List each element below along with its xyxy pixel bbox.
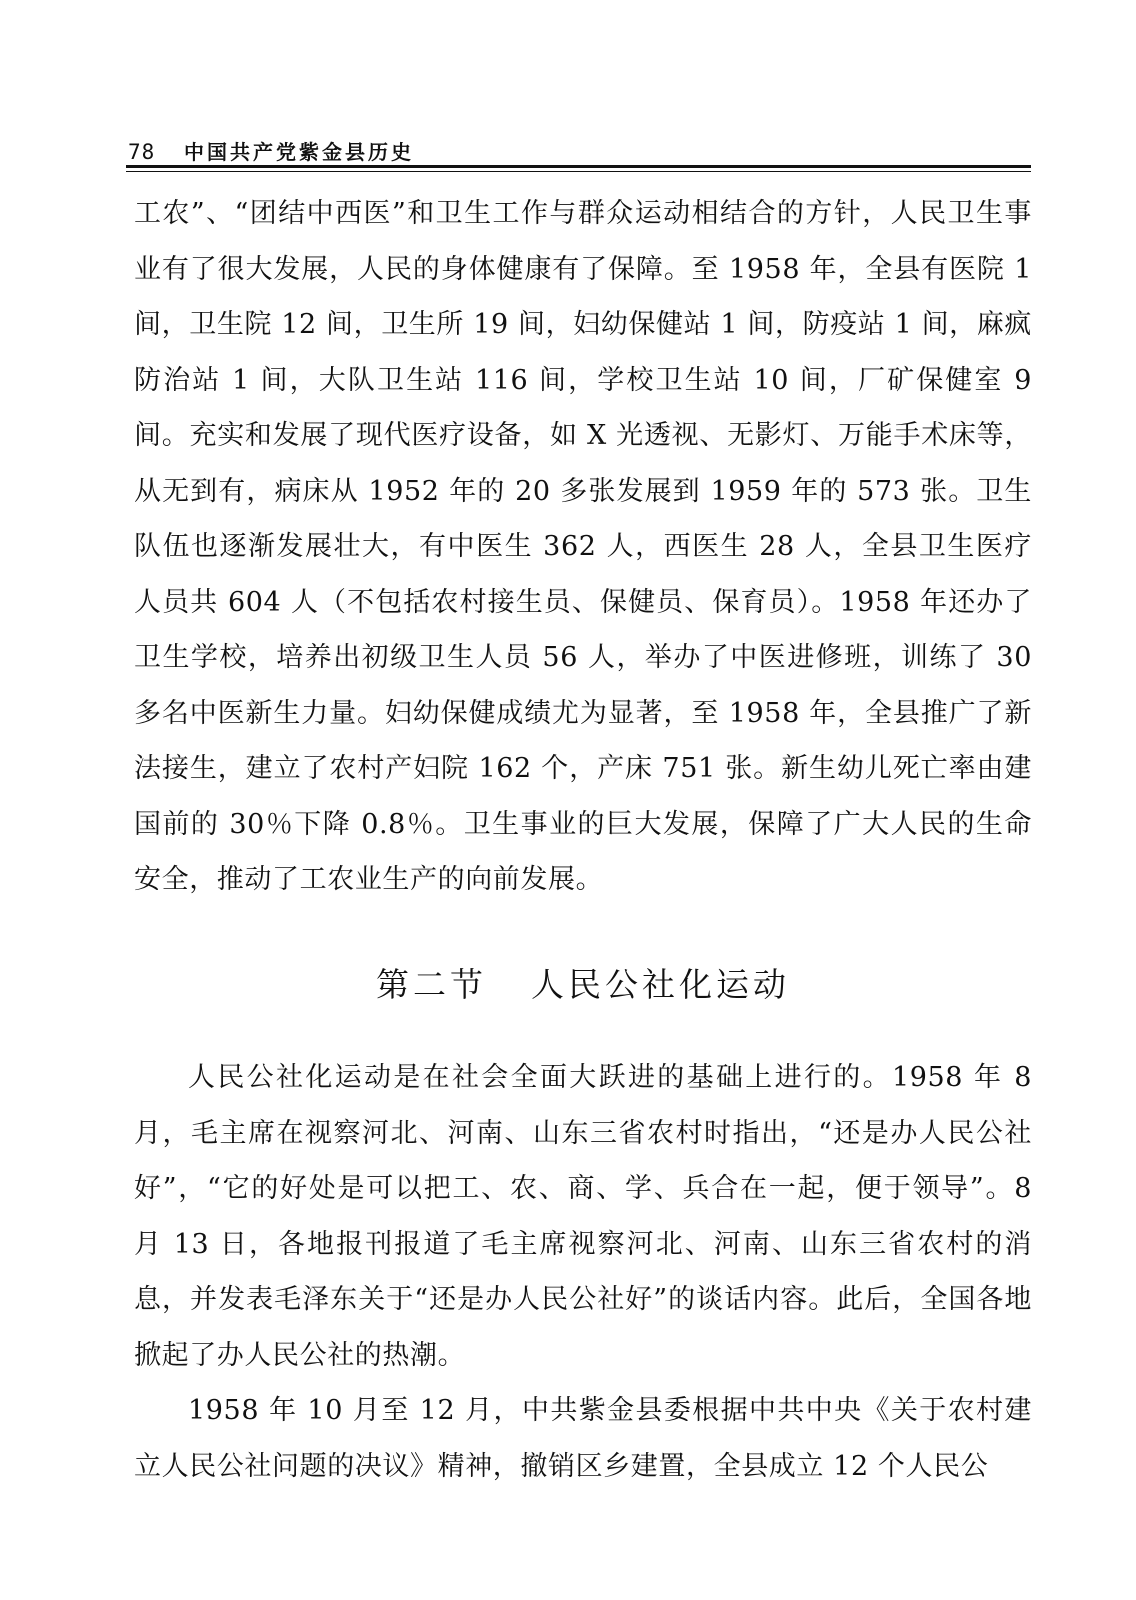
body-text-bottom — [134, 1050, 1032, 1494]
section-heading — [134, 960, 1032, 1010]
header-rule-thick — [126, 165, 1031, 168]
paragraph-commune-intro: 人民公社化运动是在社会全面大跃进的基础上进行的。1958 年 8 月，毛主席在视察河北、河南、山东三省农村时指出，“还是办人民公社好”，“它的好处是可以把工、农、商、学、兵合在一起，便于领导”。8 月 13 日，各地报刊报道了毛主席视察河北、河南、山东三省农村的消息，并发表毛泽东关于“还是办人民公社好”的谈话内容。此后，全国各地掀起了办人民公社的热潮。 — [134, 1062, 1032, 1371]
header-rule-thin — [126, 171, 1031, 172]
book-title: 中国共产党紫金县历史 — [184, 140, 414, 164]
body-text-top — [134, 186, 1032, 908]
page-number: 78 — [128, 140, 156, 164]
paragraph-county-communes: 1958 年 10 月至 12 月，中共紫金县委根据中共中央《关于农村建立人民公社问题的决议》精神，撤销区乡建置，全县成立 12 个人民公 — [134, 1395, 1032, 1482]
section-number: 第二节 — [376, 965, 487, 1004]
section-title: 人民公社化运动 — [531, 965, 790, 1004]
paragraph-health-continued: 工农”、“团结中西医”和卫生工作与群众运动相结合的方针，人民卫生事业有了很大发展，人民的身体健康有了保障。至 1958 年，全县有医院 1 间，卫生院 12 间，卫生所 19 间，妇幼保健站 1 间，防疫站 1 间，麻疯防治站 1 间，大队卫生站 116 间，学校卫生站 10 间，厂矿保健室 9 间。充实和发展了现代医疗设备，如 X 光透视、无影灯、万能手术床等，从无到有，病床从 1952 年的 20 多张发展到 1959 年的 573 张。卫生队伍也逐渐发展壮大，有中医生 362 人，西医生 28 人，全县卫生医疗人员共 604 人（不包括农村接生员、保健员、保育员）。1958 年还办了卫生学校，培养出初级卫生人员 56 人，举办了中医进修班，训练了 30 多名中医新生力量。妇幼保健成绩尤为显著，至 1958 年，全县推广了新法接生，建立了农村产妇院 162 个，产床 751 张。新生幼儿死亡率由建国前的 30％下降 0.8％。卫生事业的巨大发展，保障了广大人民的生命安全，推动了工农业生产的向前发展。 — [134, 198, 1032, 895]
